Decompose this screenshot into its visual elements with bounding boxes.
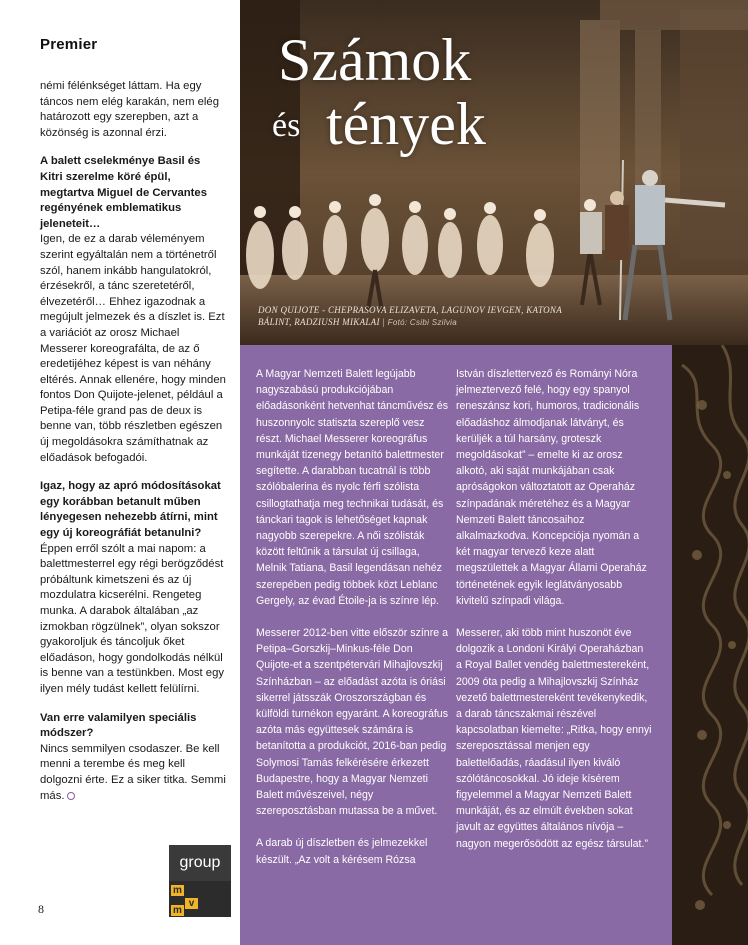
interview-question: Van erre valamilyen speciális módszer? [40,711,197,740]
facts-paragraph: A darab új díszletben és jelmezekkel készült. „Az volt a kérésem Rózsa [256,837,428,866]
paragraph: némi félénkséget láttam. Ha egy táncos nem elég karakán, nem elég határozott egy szerepben, azt a közönség is azonnal érzi. [40,80,219,139]
title-line-1: Számok [278,27,472,93]
decorative-side-image [672,345,748,945]
facts-paragraph: A Magyar Nemzeti Balett legújabb nagyszabású produkciójában előadásonként hetvenhat táncművész és huszonnyolc statiszta szereplő vesz részt. Michael Messerer koreográfus munkáját tizenegy betanító balettmester segítette. A darabban tucatnál is több szólóbalerina és nyolc férfi szólista csillogtathatja meg technikai tudását, és tánckari tagok is lehetőséget kapnak nagyobb szerepekre. A női szólisták között feltűnik a társulat új csillaga, Melnik Tatiana, Basil legendásan nehéz szerepében pedig többek közt Leblanc Gergely, az évad Étoile-ja is színre lép. [256,368,448,607]
interview-question: A balett cselekménye Basil és Kitri szerelme köré épül, megtartva Miguel de Cervantes regényének emblematikus jeleneteit… [40,155,207,230]
logo-letter: m [171,885,184,896]
interview-answer-final [40,742,226,804]
mvm-group-logo [169,845,231,917]
interview-answer: Igen, de ez a darab véleményem szerint egyáltalán nem a történetről szól, hanem inkább hangulatokról, érzésekről, a tánc szeretetéről, élvezetéről… Ehhez igazodnak a megújult jelmezek és a díszlet is. Ezt a variációt az orosz Michael Messerer koreografálta, de az ő eredetijéhez képest is van néhány eltérés. Annak ellenére, hogy minden fontos Don Quijote-jelenet, például a Petipa-féle grand pas de deux is benne van, több részletben egészen új megoldásokra számíthatnak az előadások befogadói. [40,233,226,464]
photo-credit: Fotó: Csibi Szilvia [387,318,457,327]
caption-text: DON QUIJOTE - CHEPRASOVA ELIZAVETA, LAGUNOV IEVGEN, KATONA BÁLINT, RADZIUSH MIKALAI [258,305,562,327]
page-number: 8 [38,902,44,916]
facts-paragraph: Messerer, aki több mint huszonöt éve dolgozik a Londoni Királyi Operaházban a Royal Ballet vendég balettmestereként, 2009 óta pedig a Mihajlovszkij Színház vezető balettmestereként tevékenykedik, a darab táncszakmai részével kapcsolatban kiemelte: „Ritka, hogy ennyi szereposztással menjen egy balettelőadás, ráadásul ilyen kiváló szólótáncosokkal. Jó ideje kísérem figyelemmel a Magyar Nemzeti Balett munkáját, és az elmúlt években sokat javult az együttes általános nívója – nagyon megerősödött az egész társulat.” [456,627,652,850]
facts-paragraph: Messerer 2012-ben vitte először színre a Petipa–Gorszkij–Minkus-féle Don Quijote-et a szentpétervári Mihajlovszkij Színházban – az előadást azóta is óriási sikerrel játsszák Oroszországban és külföldi turnékon egyaránt. A koreográfus azóta más együttesek számára is betanította a produkciót, 2016-ban pedig Solymosi Tamás felkérésére érkezett Budapestre, hogy a Magyar Nemzeti Balett művészeivel, négy szereposztásban mutassa be a művet. [256,627,448,818]
logo-letter: v [185,898,198,909]
interview-answer: Éppen erről szólt a mai napom: a balettmesterrel egy régi berögződést próbáltunk kimetszeni és az új mozdulatra kicserélni. Rengeteg munka. A darabok általában „az izmokban rögzülnek”, olyan sokszor gyakoroljuk és táncoljuk őket előadáson, hogy gondolkodás nélkül is benne van a testünkben. Most egy ilyen mély tudást kellett felülírni. [40,542,225,695]
final-answer-text: Nincs semmilyen csodaszer. Be kell menni a terembe és meg kell dolgozni érte. Ez a siker titka. Semmi más. [40,742,226,802]
facts-column-2 [456,366,652,868]
facts-paragraph: István díszlettervező és Rományi Nóra jelmeztervező felé, hogy egy spanyol reneszánsz kori, humoros, tradicionális előadáshoz álmodjanak látványt, és kerüljék a túl harsány, groteszk megoldásokat” – emelte ki az orosz alkotó, aki saját munkájában csak apróságokon változtatott az Operaház színpadának méretéhez és a Magyar Nemzeti Balett táncosaihoz alkalmazkodva. Koncepciója nyomán a két magyar tervező keze alatt megszülettek a Magyar Állami Operaház történetének egyik leglátványosabb kivitelű színpadi világa. [456,368,647,607]
photo-caption [258,304,568,329]
caption-separator: | [382,317,388,327]
interview-question: Igaz, hogy az apró módosításokat egy korábban betanult műben lényegesen nehezebb átírni, mint egy új koreográfiát betanulni? [40,480,221,540]
ornate-column-illustration [672,345,748,945]
title-conjunction: és [272,107,301,144]
section-label: Premier [40,36,98,53]
logo-word: group [169,845,231,881]
facts-column-1 [256,366,452,884]
interview-text [40,79,226,804]
logo-mark [169,881,231,917]
article-continuation [0,0,240,945]
logo-letter: m [171,905,184,916]
title-line-2: tények [326,91,486,157]
end-of-article-icon [67,792,75,800]
